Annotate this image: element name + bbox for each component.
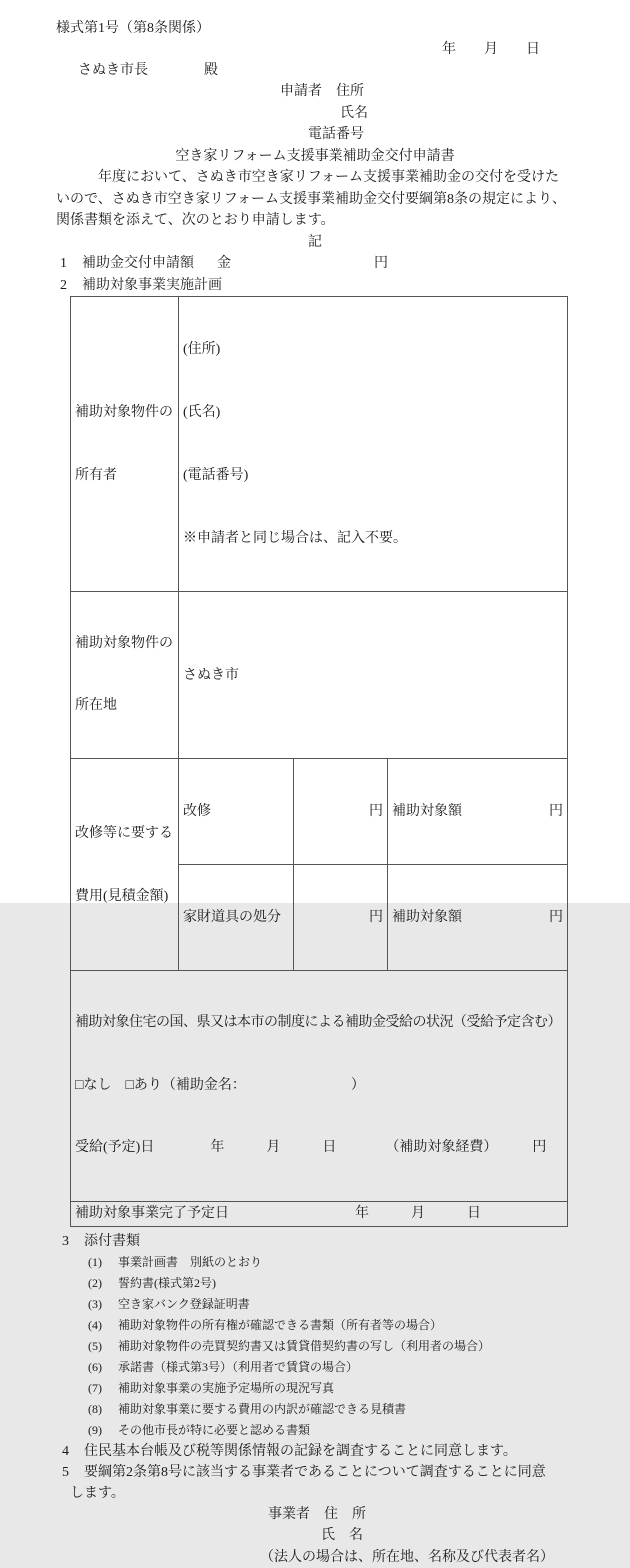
attachment-item: [0, 1294, 630, 1315]
attachment-no: (5): [88, 1336, 118, 1357]
attachment-no: (1): [88, 1252, 118, 1273]
applicant-phone-label: 電話番号: [308, 127, 364, 142]
applicant-phone-line: [0, 124, 630, 146]
form-number-text: 様式第1号（第8条関係）: [56, 21, 210, 36]
attachment-text: 空き家バンク登録証明書: [118, 1297, 250, 1311]
attachment-no: (7): [88, 1378, 118, 1399]
subsidy-amount-cell-renovation: [388, 759, 568, 865]
cost-label-cell: [71, 759, 179, 971]
location-label-line1: 補助対象物件の: [75, 634, 174, 654]
consent-text: 要綱第2条第8号に該当する事業者であることについて調査することに同意: [84, 1465, 546, 1480]
owner-note: ※申請者と同じ場合は、記入不要。: [183, 528, 563, 549]
attachment-item: [0, 1399, 630, 1420]
attachment-item: [0, 1357, 630, 1378]
cost-label-line1: 改修等に要する: [75, 823, 174, 844]
attachment-no: (3): [88, 1294, 118, 1315]
owner-row: [71, 297, 568, 592]
cost-item-disposal: 家財道具の処分: [179, 865, 294, 971]
consent-item-4: [0, 1441, 630, 1462]
attachment-text: その他市長が特に必要と認める書類: [118, 1423, 310, 1437]
body-line-1: 年度において、さぬき市空き家リフォーム支援事業補助金の交付を受けた: [56, 167, 630, 189]
attachment-text: 補助対象物件の所有権が確認できる書類（所有者等の場合）: [118, 1318, 442, 1332]
other-subsidy-cell: [71, 971, 568, 1202]
attachment-item: [0, 1336, 630, 1357]
owner-address-field: (住所): [183, 339, 563, 360]
attachment-item: [0, 1378, 630, 1399]
location-row: [71, 592, 568, 759]
cost-row-renovation: [71, 759, 568, 865]
addressee-line: [0, 60, 630, 81]
body-paragraph: [56, 167, 630, 232]
other-subsidy-checkboxes: □なし □あり（補助金名： ）: [75, 1076, 563, 1097]
amount-currency-suffix: 円: [374, 253, 388, 275]
attachment-no: (4): [88, 1315, 118, 1336]
amount-currency-prefix: 金: [217, 253, 231, 275]
cost-unit-renovation: 円: [294, 759, 388, 865]
body-line-2: いので、さぬき市空き家リフォーム支援事業補助金交付要綱第8条の規定により、: [56, 189, 630, 211]
form-number: [0, 18, 630, 39]
attachment-no: (9): [88, 1420, 118, 1441]
attachment-item: [0, 1420, 630, 1441]
ki-marker: [0, 232, 630, 254]
subsidy-amount-cell-disposal: [388, 865, 568, 971]
cost-unit-disposal: 円: [294, 865, 388, 971]
attachment-text: 補助対象事業に要する費用の内訳が確認できる見積書: [118, 1402, 406, 1416]
amount-item-label: 補助金交付申請額: [82, 253, 194, 275]
consent-item-5: [0, 1462, 630, 1483]
location-label-cell: [71, 592, 179, 759]
plan-item-label: 補助対象事業実施計画: [82, 275, 222, 297]
attachments-number: 3: [62, 1231, 69, 1252]
addressee-text: さぬき市長 殿: [78, 63, 218, 78]
other-subsidy-status-label: 補助対象住宅の国、県又は本市の制度による補助金受給の状況（受給予定含む）: [75, 1013, 563, 1034]
date-line-text: 年 月 日: [442, 42, 540, 57]
ki-marker-text: 記: [308, 235, 322, 250]
cost-label-line2: 費用(見積金額): [75, 886, 174, 907]
amount-item-number: 1: [60, 253, 67, 275]
subsidy-amount-unit: 円: [549, 907, 563, 928]
location-content-cell: さぬき市: [179, 592, 568, 759]
consent-text: 住民基本台帳及び税等関係情報の記録を調査することに同意します。: [84, 1444, 517, 1459]
subsidy-amount-label: 補助対象額: [392, 801, 462, 822]
applicant-address-label: 申請者 住所: [280, 84, 364, 99]
attachment-text: 補助対象物件の売買契約書又は賃貸借契約書の写し（利用者の場合）: [118, 1339, 490, 1353]
body-line-3: 関係書類を添えて、次のとおり申請します。: [56, 210, 630, 232]
attachments-label: 添付書類: [84, 1231, 140, 1252]
subsidy-amount-unit: 円: [549, 801, 563, 822]
applicant-address-line: [0, 81, 630, 103]
contractor-address-line: 事業者 住 所: [0, 1504, 630, 1526]
owner-label-line1: 補助対象物件の: [75, 402, 174, 423]
attachment-text: 承諾書（様式第3号）（利用者で賃貸の場合）: [118, 1360, 358, 1374]
attachment-item: [0, 1273, 630, 1294]
other-subsidy-date-line: 受給(予定)日 年 月 日 （補助対象経費） 円: [75, 1138, 563, 1159]
owner-phone-field: (電話番号): [183, 465, 563, 486]
document-title-text: 空き家リフォーム支援事業補助金交付申請書: [175, 149, 454, 164]
date-line: [0, 39, 630, 60]
corporation-note: （法人の場合は、所在地、名称及び代表者名）: [0, 1547, 630, 1568]
contractor-name-line: 氏 名: [0, 1525, 630, 1547]
other-subsidy-row: [71, 971, 568, 1202]
consent-number: 5: [62, 1462, 84, 1483]
completion-date-cell: 補助対象事業完了予定日 年 月 日: [71, 1201, 568, 1226]
attachment-text: 補助対象事業の実施予定場所の現況写真: [118, 1381, 334, 1395]
attachment-no: (6): [88, 1357, 118, 1378]
owner-label-line2: 所有者: [75, 465, 174, 486]
location-label-line2: 所在地: [75, 696, 174, 716]
applicant-name-label: 氏名: [340, 106, 368, 121]
plan-item-number: 2: [60, 275, 67, 297]
project-plan-table: [70, 296, 568, 1227]
subsidy-amount-label: 補助対象額: [392, 907, 462, 928]
cost-item-renovation: 改修: [179, 759, 294, 865]
owner-name-field: (氏名): [183, 402, 563, 423]
attachments-heading: [0, 1231, 630, 1252]
attachment-item: [0, 1315, 630, 1336]
application-amount-line: [0, 253, 630, 275]
project-plan-heading: [0, 275, 630, 297]
attachment-no: (2): [88, 1273, 118, 1294]
consent-number: 4: [62, 1441, 84, 1462]
owner-label-cell: [71, 297, 179, 592]
attachment-item: [0, 1252, 630, 1273]
applicant-name-line: [0, 103, 630, 125]
attachment-text: 誓約書(様式第2号): [118, 1276, 216, 1290]
owner-content-cell: [179, 297, 568, 592]
completion-date-row: [71, 1201, 568, 1226]
consent-item-5-continued: します。: [0, 1483, 630, 1504]
attachment-no: (8): [88, 1399, 118, 1420]
document-title: [0, 146, 630, 168]
attachment-text: 事業計画書 別紙のとおり: [118, 1255, 262, 1269]
